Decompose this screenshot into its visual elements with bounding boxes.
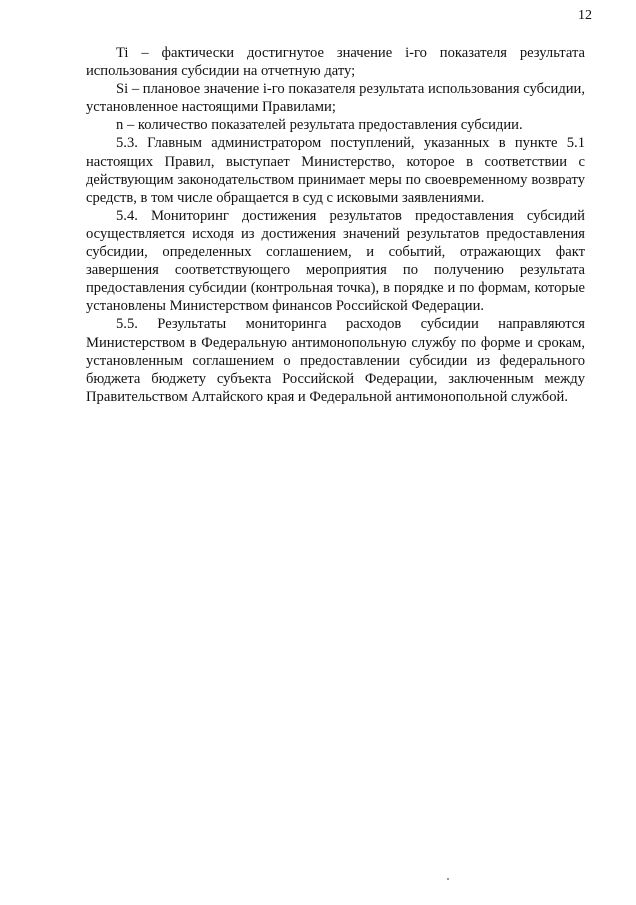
paragraph-ti-definition: Ti – фактически достигнутое значение i-го показателя результата использования субсидии на отчетную дату; bbox=[86, 45, 585, 80]
paragraph-5-3: 5.3. Главным администратором поступлений, указанных в пункте 5.1 настоящих Правил, выступает Министерство, которое в соответствии с действующим законодательством принимает меры по своевременному возврату средств, в том числе обращается в суд с исковыми заявлениями. bbox=[86, 135, 585, 206]
scan-speck bbox=[447, 878, 449, 880]
paragraph-5-5: 5.5. Результаты мониторинга расходов субсидии направляются Министерством в Федеральную антимонопольную службу по форме и срокам, установленным соглашением о предоставлении субсидии из федерального бюджета бюджету субъекта Российской Федерации, заключенным между Правительством Алтайского края и Федеральной антимонопольной службой. bbox=[86, 316, 585, 405]
paragraph-5-4: 5.4. Мониторинг достижения результатов предоставления субсидий осуществляется исходя из достижения значений результатов предоставления субсидии, определенных соглашением, и событий, отражающих факт завершения соответствующего мероприятия по получению результата предоставления субсидии (контрольная точка), в порядке и по формам, которые установлены Министерством финансов Российской Федерации. bbox=[86, 207, 585, 315]
page-number: 12 bbox=[578, 8, 592, 23]
document-body bbox=[86, 44, 585, 406]
paragraph-si-definition: Si – плановое значение i-го показателя результата использования субсидии, установленное настоящими Правилами; bbox=[86, 81, 586, 116]
paragraph-n-definition: n – количество показателей результата предоставления субсидии. bbox=[116, 117, 523, 134]
